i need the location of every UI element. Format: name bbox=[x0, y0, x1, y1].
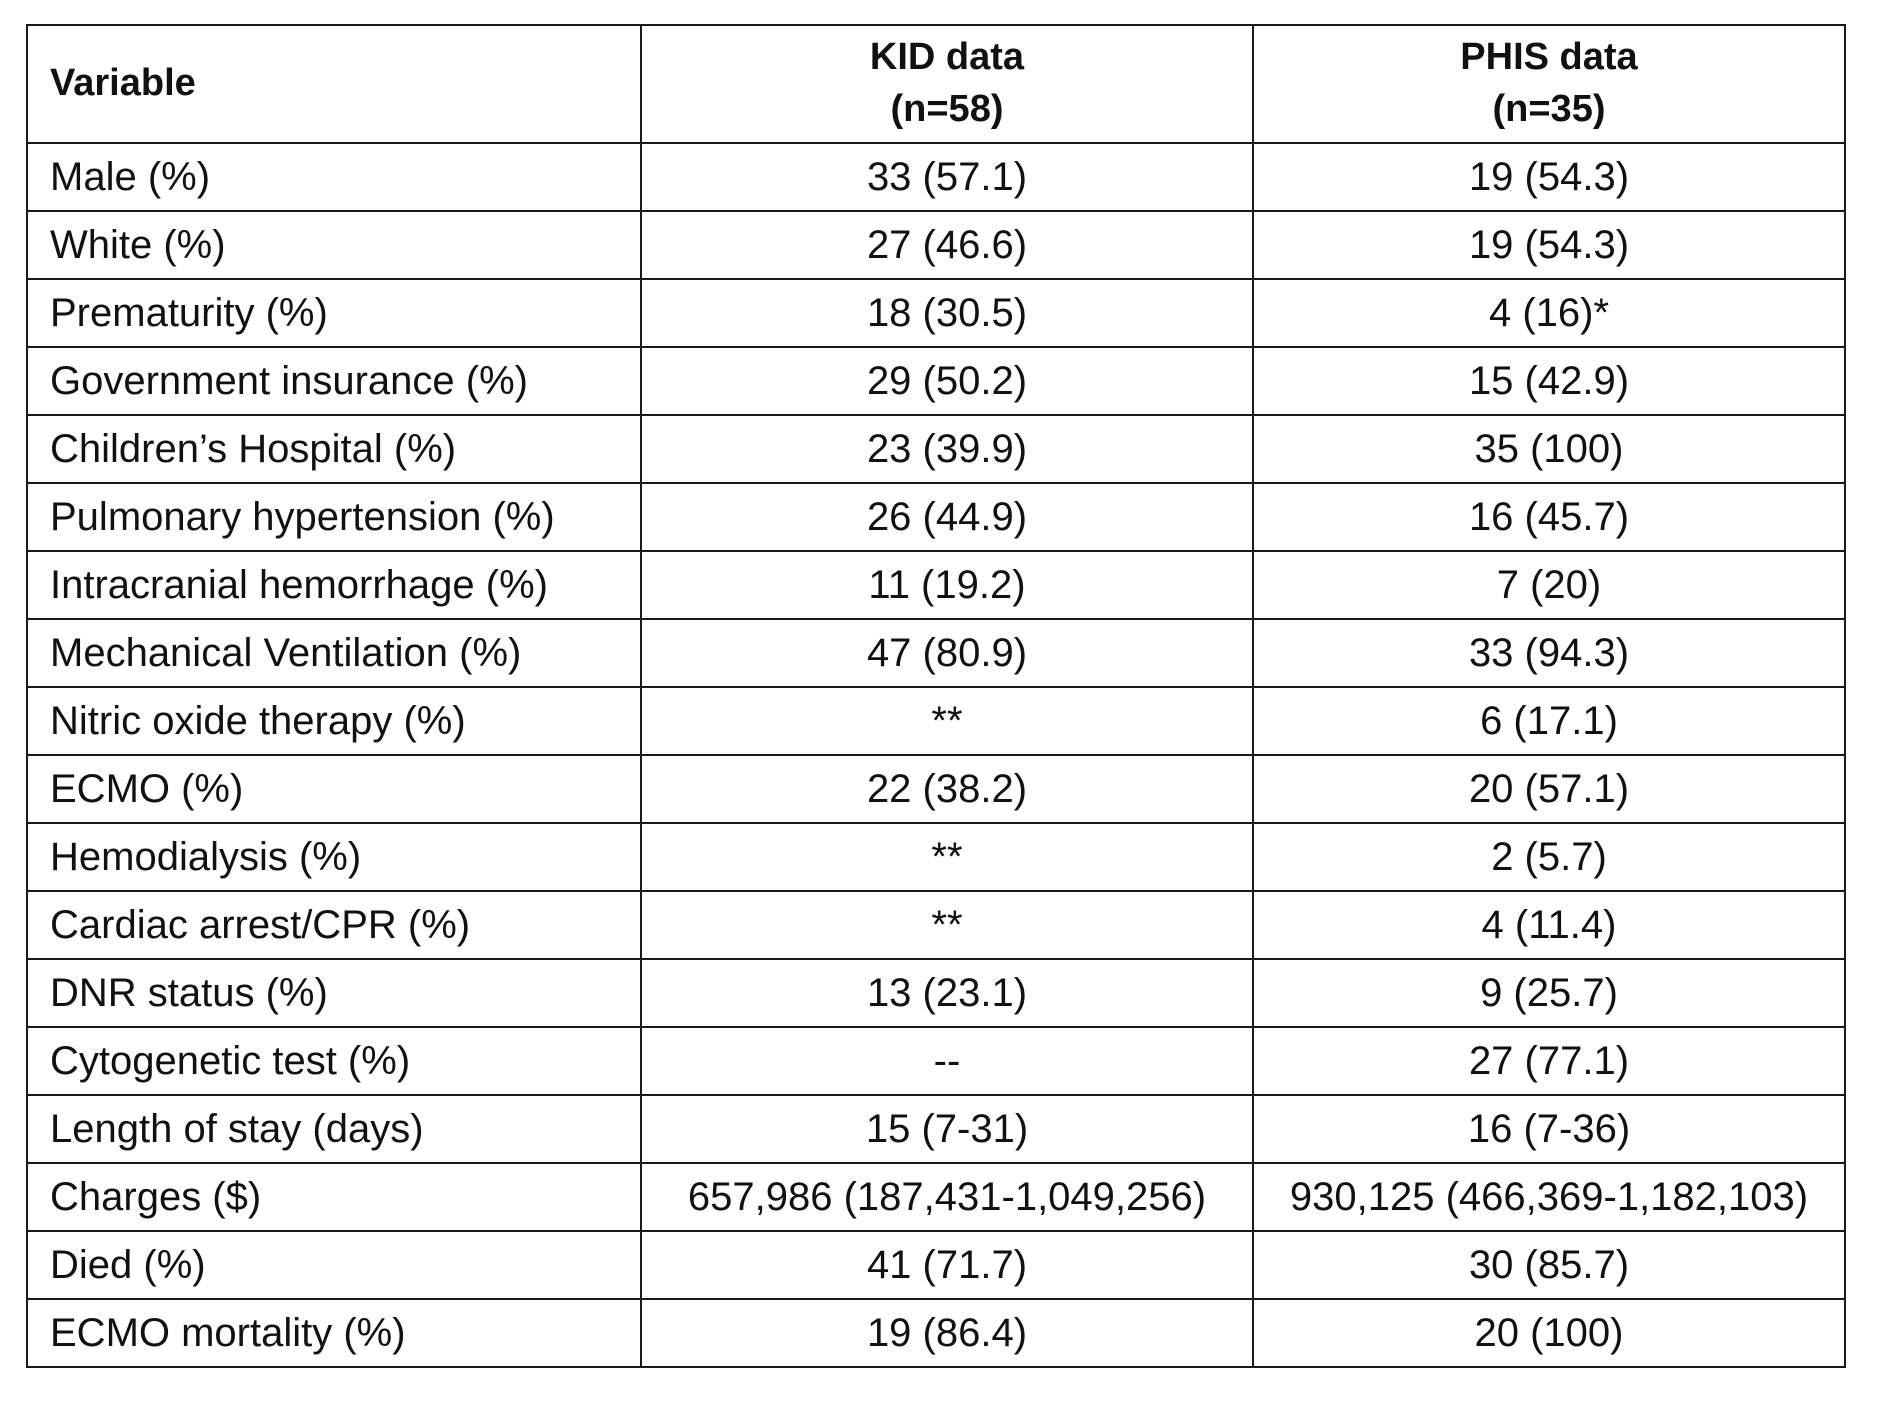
variable-cell: Intracranial hemorrhage (%) bbox=[27, 551, 641, 619]
kid-value-cell: 41 (71.7) bbox=[641, 1231, 1253, 1299]
kid-value-cell: 26 (44.9) bbox=[641, 483, 1253, 551]
phis-value-cell: 35 (100) bbox=[1253, 415, 1845, 483]
kid-value-cell: 19 (86.4) bbox=[641, 1299, 1253, 1367]
table-row bbox=[27, 143, 1845, 211]
phis-value-cell: 15 (42.9) bbox=[1253, 347, 1845, 415]
phis-value-cell: 9 (25.7) bbox=[1253, 959, 1845, 1027]
phis-value-cell: 20 (100) bbox=[1253, 1299, 1845, 1367]
variable-cell: ECMO mortality (%) bbox=[27, 1299, 641, 1367]
kid-value-cell: 27 (46.6) bbox=[641, 211, 1253, 279]
phis-value-cell: 27 (77.1) bbox=[1253, 1027, 1845, 1095]
variable-cell: Government insurance (%) bbox=[27, 347, 641, 415]
table-row bbox=[27, 1095, 1845, 1163]
phis-value-cell: 20 (57.1) bbox=[1253, 755, 1845, 823]
kid-value-cell: 11 (19.2) bbox=[641, 551, 1253, 619]
kid-value-cell: ** bbox=[641, 687, 1253, 755]
table-row bbox=[27, 619, 1845, 687]
table-row bbox=[27, 823, 1845, 891]
kid-value-cell: 47 (80.9) bbox=[641, 619, 1253, 687]
kid-value-cell: -- bbox=[641, 1027, 1253, 1095]
variable-cell: Male (%) bbox=[27, 143, 641, 211]
header-row bbox=[27, 25, 1845, 143]
table-header bbox=[27, 25, 1845, 143]
phis-value-cell: 2 (5.7) bbox=[1253, 823, 1845, 891]
kid-value-cell: 13 (23.1) bbox=[641, 959, 1253, 1027]
variable-cell: Cytogenetic test (%) bbox=[27, 1027, 641, 1095]
kid-value-cell: 657,986 (187,431-1,049,256) bbox=[641, 1163, 1253, 1231]
header-phis-n: (n=35) bbox=[1492, 88, 1606, 130]
variable-cell: Cardiac arrest/CPR (%) bbox=[27, 891, 641, 959]
phis-value-cell: 4 (11.4) bbox=[1253, 891, 1845, 959]
kid-value-cell: 22 (38.2) bbox=[641, 755, 1253, 823]
variable-cell: Nitric oxide therapy (%) bbox=[27, 687, 641, 755]
variable-cell: Children’s Hospital (%) bbox=[27, 415, 641, 483]
kid-value-cell: 15 (7-31) bbox=[641, 1095, 1253, 1163]
variable-cell: Hemodialysis (%) bbox=[27, 823, 641, 891]
variable-cell: Mechanical Ventilation (%) bbox=[27, 619, 641, 687]
phis-value-cell: 19 (54.3) bbox=[1253, 211, 1845, 279]
kid-value-cell: 23 (39.9) bbox=[641, 415, 1253, 483]
variable-cell: Died (%) bbox=[27, 1231, 641, 1299]
table-row bbox=[27, 891, 1845, 959]
header-kid-n: (n=58) bbox=[890, 88, 1004, 130]
table-row bbox=[27, 1027, 1845, 1095]
variable-cell: Pulmonary hypertension (%) bbox=[27, 483, 641, 551]
variable-cell: White (%) bbox=[27, 211, 641, 279]
phis-value-cell: 33 (94.3) bbox=[1253, 619, 1845, 687]
table-row bbox=[27, 755, 1845, 823]
table-row bbox=[27, 415, 1845, 483]
phis-value-cell: 30 (85.7) bbox=[1253, 1231, 1845, 1299]
header-phis-title: PHIS data bbox=[1460, 36, 1638, 79]
kid-value-cell: ** bbox=[641, 891, 1253, 959]
header-variable: Variable bbox=[27, 25, 641, 143]
kid-value-cell: ** bbox=[641, 823, 1253, 891]
header-kid-data bbox=[641, 25, 1253, 143]
variable-cell: Charges ($) bbox=[27, 1163, 641, 1231]
table-row bbox=[27, 1163, 1845, 1231]
data-table bbox=[26, 24, 1846, 1368]
phis-value-cell: 6 (17.1) bbox=[1253, 687, 1845, 755]
phis-value-cell: 19 (54.3) bbox=[1253, 143, 1845, 211]
table-body bbox=[27, 143, 1845, 1367]
table-row bbox=[27, 1231, 1845, 1299]
table-row bbox=[27, 959, 1845, 1027]
table-row bbox=[27, 551, 1845, 619]
header-kid-title: KID data bbox=[869, 36, 1025, 79]
phis-value-cell: 4 (16)* bbox=[1253, 279, 1845, 347]
table-row bbox=[27, 1299, 1845, 1367]
variable-cell: Prematurity (%) bbox=[27, 279, 641, 347]
table-row bbox=[27, 347, 1845, 415]
table-row bbox=[27, 279, 1845, 347]
variable-cell: ECMO (%) bbox=[27, 755, 641, 823]
variable-cell: DNR status (%) bbox=[27, 959, 641, 1027]
phis-value-cell: 930,125 (466,369-1,182,103) bbox=[1253, 1163, 1845, 1231]
kid-value-cell: 33 (57.1) bbox=[641, 143, 1253, 211]
phis-value-cell: 16 (7-36) bbox=[1253, 1095, 1845, 1163]
table-row bbox=[27, 687, 1845, 755]
table-row bbox=[27, 483, 1845, 551]
variable-cell: Length of stay (days) bbox=[27, 1095, 641, 1163]
header-phis-data bbox=[1253, 25, 1845, 143]
table-row bbox=[27, 211, 1845, 279]
phis-value-cell: 7 (20) bbox=[1253, 551, 1845, 619]
phis-value-cell: 16 (45.7) bbox=[1253, 483, 1845, 551]
kid-value-cell: 18 (30.5) bbox=[641, 279, 1253, 347]
kid-value-cell: 29 (50.2) bbox=[641, 347, 1253, 415]
